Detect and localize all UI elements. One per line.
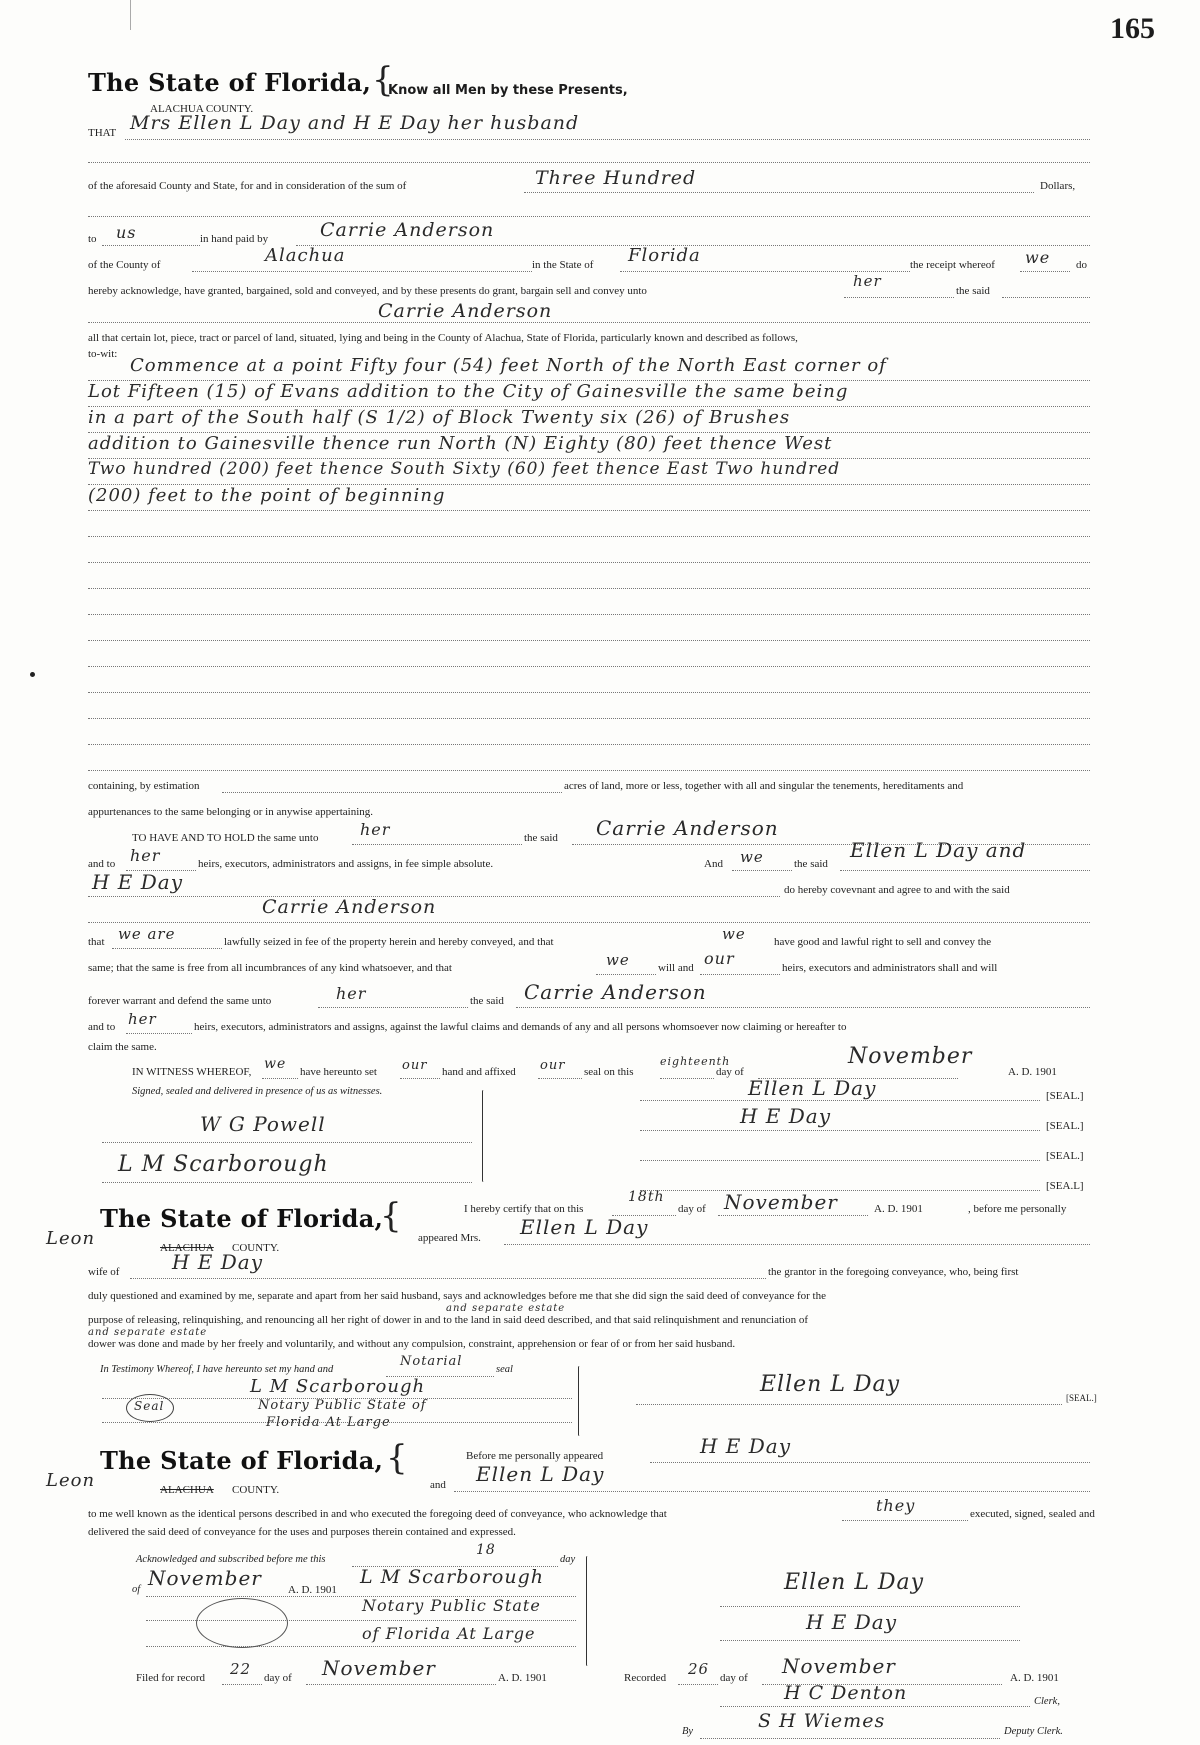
notary-signature-3: Florida At Large	[266, 1415, 391, 1430]
notary-brace	[578, 1366, 581, 1436]
covenantee-handwriting: Carrie Anderson	[262, 896, 437, 918]
and-said: the said	[794, 858, 828, 870]
state-heading-2: The State of Florida,	[100, 1204, 384, 1233]
description-line: Two hundred (200) feet thence South Sixty (60) feet thence East Two hundred	[88, 459, 841, 479]
ack-notary-1: L M Scarborough	[360, 1566, 544, 1588]
state-handwriting: Florida	[628, 245, 701, 266]
recorded-day: 26	[688, 1660, 710, 1678]
certify-ad: A. D. 1901	[874, 1203, 923, 1215]
to-label: to	[88, 233, 97, 245]
ack-month: November	[148, 1566, 262, 1590]
hereunto-set: have hereunto set	[300, 1066, 377, 1078]
all-that-text: all that certain lot, piece, tract or parcel of land, situated, lying and being in the County of Alachua, State of Florida, particularly known and described as follows,	[88, 332, 798, 344]
consideration-text: of the aforesaid County and State, for and in consideration of the sum of	[88, 180, 407, 192]
brace-3: {	[386, 1438, 408, 1478]
duly-text: duly questioned and examined by me, separate and apart from her said husband, says and acknowledges before me that she did sign the said deed of conveyance for the	[88, 1290, 826, 1302]
grantor-signature-2: H E Day	[740, 1104, 832, 1128]
dower-text: dower was done and made by her freely and voluntarily, and without any compulsion, constraint, apprehension or fear of or from her said husband.	[88, 1338, 736, 1350]
filed-text: Filed for record	[136, 1672, 206, 1684]
well-known-text: to me well known as the identical persons described in and who executed the foregoing deed of conveyance, who acknowledge that	[88, 1508, 667, 1520]
habendum-said: the said	[524, 832, 558, 844]
seal-word: seal	[496, 1364, 513, 1375]
filed-day: 22	[230, 1660, 252, 1678]
containing-text: containing, by estimation	[88, 780, 200, 792]
seized-text: lawfully seized in fee of the property herein and hereby conveyed, and that	[224, 936, 554, 948]
receipt-label: the receipt whereof	[910, 259, 995, 271]
notary-seal-stamp	[196, 1598, 288, 1648]
of-word: of	[132, 1584, 141, 1595]
grantee-handwriting: Carrie Anderson	[378, 300, 553, 322]
same-handwriting-1: we	[606, 951, 630, 969]
and-to-2-label: and to	[88, 1021, 116, 1033]
certify-month: November	[724, 1190, 838, 1214]
that-handwriting: we are	[118, 925, 176, 943]
heirs-exec-text: heirs, executors and administrators shall and will	[782, 962, 998, 974]
claim-same: claim the same.	[88, 1041, 157, 1053]
before-me: , before me personally	[968, 1203, 1067, 1215]
notary-signature-1: L M Scarborough	[250, 1376, 426, 1397]
know-all-men: Know all Men by these Presents,	[388, 83, 628, 98]
county-word: COUNTY.	[232, 1242, 280, 1254]
clerk-signature: H C Denton	[784, 1682, 908, 1704]
habendum-grantee: Carrie Anderson	[596, 816, 779, 840]
paid-by-handwriting: Carrie Anderson	[320, 219, 495, 241]
and-to-handwriting: her	[130, 846, 161, 865]
deputy-clerk-label: Deputy Clerk.	[1004, 1726, 1063, 1737]
witness-handwriting-2: our	[402, 1058, 428, 1073]
brace-2: {	[380, 1196, 402, 1236]
dollars-label: Dollars,	[1040, 180, 1076, 192]
before-me-2: Before me personally appeared	[466, 1450, 604, 1462]
insert-handwriting: and separate estate	[446, 1303, 566, 1314]
ack-ad: A. D. 1901	[288, 1584, 337, 1596]
filed-ad: A. D. 1901	[498, 1672, 547, 1684]
forever-handwriting: her	[336, 984, 367, 1003]
description-line: Lot Fifteen (15) of Evans addition to the City of Gainesville the same being	[88, 381, 849, 402]
seal-handwriting: Seal	[134, 1399, 165, 1413]
recorded-ad: A. D. 1901	[1010, 1672, 1059, 1684]
sum-handwriting: Three Hundred	[535, 167, 697, 189]
county-handwriting: Alachua	[265, 245, 346, 266]
to-wit-label: to-wit:	[88, 348, 118, 360]
ack-notary-3: of Florida At Large	[362, 1624, 536, 1643]
alachua-struck: ALACHUA	[160, 1242, 214, 1254]
seal-label-1: [SEAL.]	[1046, 1090, 1084, 1102]
seal-label-4: [SEA.L]	[1046, 1180, 1084, 1192]
and-label-3: and	[430, 1479, 446, 1491]
appeared-handwriting-2: H E Day	[700, 1434, 792, 1458]
state-heading: The State of Florida,	[88, 68, 372, 97]
unto-handwriting: her	[853, 272, 882, 290]
final-signature-2: H E Day	[806, 1610, 898, 1634]
witness-handwriting-1: we	[264, 1056, 287, 1072]
same-handwriting-2: our	[704, 949, 735, 968]
seal-on-this: seal on this	[584, 1066, 634, 1078]
certify-day-of: day of	[678, 1203, 706, 1215]
signature-brace	[482, 1090, 485, 1182]
and-handwriting: we	[740, 848, 764, 866]
description-line: addition to Gainesville thence run North (N) Eighty (80) feet thence West	[88, 433, 833, 454]
covenantor2-handwriting: H E Day	[92, 870, 184, 894]
hereby-text: hereby acknowledge, have granted, bargained, sold and conveyed, and by these presents do grant, bargain sell and convey unto	[88, 285, 647, 297]
receipt-handwriting: we	[1025, 248, 1051, 267]
in-state-label: in the State of	[532, 259, 594, 271]
county-label: ALACHUA COUNTY.	[150, 103, 254, 115]
the-said-label: the said	[956, 285, 990, 297]
forever-text: forever warrant and defend the same unto	[88, 995, 272, 1007]
seal-label-3: [SEAL.]	[1046, 1150, 1084, 1162]
witness-handwriting-3: our	[540, 1058, 566, 1073]
certify-text: I hereby certify that on this	[464, 1203, 584, 1215]
day-of-label: day of	[716, 1066, 744, 1078]
filed-day-of: day of	[264, 1672, 292, 1684]
heirs-text: heirs, executors, administrators and assigns, in fee simple absolute.	[198, 858, 494, 870]
executed-text: executed, signed, sealed and	[970, 1508, 1095, 1520]
and-to-2-handwriting: her	[128, 1010, 157, 1028]
appeared-handwriting-3: Ellen L Day	[476, 1462, 605, 1486]
notary-signature-2: Notary Public State of	[258, 1398, 427, 1413]
wife-of-label: wife of	[88, 1266, 120, 1278]
do-label: do	[1076, 259, 1087, 271]
will-and: will and	[658, 962, 694, 974]
of-county-label: of the County of	[88, 259, 161, 271]
that-label: THAT	[88, 127, 117, 139]
seal-label-2: [SEAL.]	[1046, 1120, 1084, 1132]
certify-day: 18th	[628, 1189, 665, 1205]
state-heading-3: The State of Florida,	[100, 1446, 384, 1475]
seal-small: [SEAL.]	[1066, 1393, 1097, 1403]
insert-handwriting-2: and separate estate	[88, 1327, 208, 1338]
ack-day: 18	[476, 1542, 496, 1558]
clerk-label: Clerk,	[1034, 1696, 1060, 1707]
witness-day: eighteenth	[660, 1055, 731, 1068]
filed-month: November	[322, 1656, 436, 1680]
appeared-mrs: appeared Mrs.	[418, 1232, 481, 1244]
witness-signature-1: W G Powell	[200, 1112, 326, 1136]
ad-year-1: A. D. 1901	[1008, 1066, 1057, 1078]
and-label: And	[704, 858, 723, 870]
recorded-text: Recorded	[624, 1672, 667, 1684]
that-label-2: that	[88, 936, 105, 948]
signed-sealed-text: Signed, sealed and delivered in presence of us as witnesses.	[132, 1086, 383, 1097]
purpose-text: purpose of releasing, relinquishing, and renouncing all her right of dower in and to the land in said deed described, and that said relinquishment and renunciation of	[88, 1314, 808, 1326]
county-word-2: COUNTY.	[232, 1484, 280, 1496]
recorded-day-of: day of	[720, 1672, 748, 1684]
alachua-struck-2: ALACHUA	[160, 1484, 214, 1496]
wife-signature: Ellen L Day	[760, 1372, 901, 1397]
testimony-text: In Testimony Whereof, I have hereunto set my hand and	[100, 1364, 334, 1375]
grantors-handwriting: Mrs Ellen L Day and H E Day her husband	[130, 112, 580, 134]
acres-text: acres of land, more or less, together with all and singular the tenements, hereditaments and	[564, 780, 964, 792]
margin-line	[130, 0, 131, 30]
hand-affixed: hand and affixed	[442, 1066, 516, 1078]
same-text: same; that the same is free from all incumbrances of any kind whatsoever, and that	[88, 962, 452, 974]
day-word: day	[560, 1554, 576, 1565]
grantor-signature-1: Ellen L Day	[748, 1076, 877, 1100]
forever-said: the said	[470, 995, 504, 1007]
witness-month: November	[848, 1044, 973, 1069]
ack-brace	[586, 1556, 589, 1666]
claims-text: heirs, executors, administrators and assigns, against the lawful claims and demands of any and all persons whomsoever now claiming or hereafter to	[194, 1021, 847, 1033]
page-number: 165	[1110, 12, 1155, 45]
description-line: in a part of the South half (S 1/2) of Block Twenty six (26) of Brushes	[88, 407, 791, 428]
leon-handwriting: Leon	[46, 1228, 96, 1249]
leon-handwriting-2: Leon	[46, 1470, 96, 1491]
notarial-handwriting: Notarial	[400, 1354, 463, 1369]
covenantor-handwriting: Ellen L Day and	[850, 838, 1027, 862]
ack-notary-2: Notary Public State	[362, 1596, 541, 1615]
appeared-handwriting: Ellen L Day	[520, 1215, 649, 1239]
delivered-text: delivered the said deed of conveyance for the uses and purposes therein contained and expressed.	[88, 1526, 516, 1538]
witness-text: IN WITNESS WHEREOF,	[132, 1066, 252, 1078]
seized-handwriting: we	[722, 925, 746, 943]
brace: {	[372, 60, 394, 100]
by-label: By	[682, 1726, 694, 1737]
and-to-label: and to	[88, 858, 116, 870]
description-line: Commence at a point Fifty four (54) feet North of the North East corner of	[130, 355, 887, 376]
witness-signature-2: L M Scarborough	[118, 1152, 329, 1177]
wife-of-handwriting: H E Day	[172, 1250, 264, 1274]
in-hand-paid-label: in hand paid by	[200, 233, 269, 245]
appurtenances-text: appurtenances to the same belonging or in anywise appertaining.	[88, 806, 373, 818]
grantor-text: the grantor in the foregoing conveyance, who, being first	[768, 1266, 1019, 1278]
ink-spot	[30, 672, 35, 677]
they-handwriting: they	[876, 1496, 916, 1515]
acknowledged-text: Acknowledged and subscribed before me this	[136, 1554, 326, 1565]
description-line: (200) feet to the point of beginning	[88, 485, 446, 506]
recorded-month: November	[782, 1654, 896, 1678]
habendum-text: TO HAVE AND TO HOLD the same unto	[132, 832, 319, 844]
to-handwriting: us	[116, 223, 137, 242]
habendum-handwriting: her	[360, 820, 391, 839]
deputy-signature: S H Wiemes	[758, 1710, 886, 1732]
final-signature-1: Ellen L Day	[784, 1570, 925, 1595]
covenant-text: do hereby covevnant and agree to and with the said	[784, 884, 1010, 896]
forever-grantee: Carrie Anderson	[524, 980, 707, 1004]
good-right-text: have good and lawful right to sell and convey the	[774, 936, 992, 948]
